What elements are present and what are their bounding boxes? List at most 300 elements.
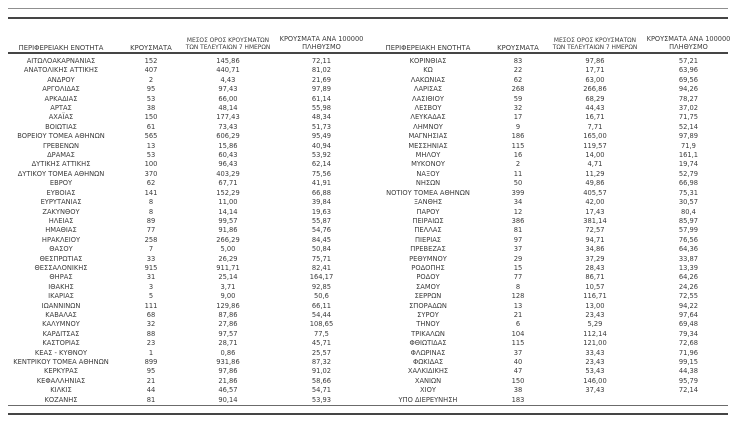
per100k-value: 97,64 — [678, 310, 699, 319]
top-divider-thick — [8, 17, 728, 19]
table-row — [367, 377, 734, 386]
per100k-value: 54,76 — [311, 226, 332, 235]
header-line: ΤΩΝ ΤΕΛΕΥΤΑΙΩΝ 7 ΗΜΕΡΩΝ — [552, 45, 638, 52]
table-body — [367, 57, 734, 405]
per100k-value: 24,26 — [678, 282, 699, 291]
avg7-value: 152,29 — [216, 188, 240, 197]
bottom-divider-thick — [8, 413, 728, 415]
region-name: ΣΥΡΟΥ — [417, 310, 439, 319]
region-name: ΞΑΝΘΗΣ — [413, 198, 443, 207]
table-row — [0, 292, 367, 301]
table-row — [0, 349, 367, 358]
table-row — [367, 208, 734, 217]
cases-value: 53 — [146, 94, 156, 103]
region-name: ΕΒΡΟΥ — [49, 179, 73, 188]
avg7-value: 606,29 — [216, 132, 240, 141]
region-name: ΦΛΩΡΙΝΑΣ — [410, 348, 446, 357]
avg7-value: 5,00 — [220, 245, 236, 254]
avg7-value: 33,43 — [585, 348, 605, 357]
table-row — [367, 396, 734, 405]
avg7-value: 121,00 — [583, 339, 607, 348]
cases-value: 115 — [511, 141, 525, 150]
region-name: ΑΡΓΟΛΙΔΑΣ — [42, 85, 80, 94]
cases-value: 8 — [148, 207, 154, 216]
table-row — [367, 113, 734, 122]
table-row — [0, 57, 367, 66]
table-row — [0, 330, 367, 339]
table-row — [0, 302, 367, 311]
per100k-value: 52,79 — [678, 169, 699, 178]
cases-value: 37 — [513, 348, 523, 357]
per100k-value: 64,36 — [678, 245, 699, 254]
cases-value: 17 — [513, 113, 523, 122]
per100k-value: 76,56 — [678, 235, 699, 244]
region-name: ΜΗΛΟΥ — [415, 151, 441, 160]
col-header-cases: ΚΡΟΥΣΜΑΤΑ — [130, 43, 172, 52]
cases-value: 81 — [146, 395, 156, 404]
region-name: ΡΕΘΥΜΝΟΥ — [409, 254, 447, 263]
per100k-value: 25,57 — [311, 348, 332, 357]
avg7-value: 68,29 — [585, 94, 605, 103]
avg7-value: 119,57 — [583, 141, 607, 150]
per100k-value: 79,34 — [678, 329, 699, 338]
cases-value: 12 — [513, 207, 523, 216]
region-name: ΙΘΑΚΗΣ — [48, 282, 74, 291]
per100k-value: 95,49 — [311, 132, 332, 141]
cases-value: 21 — [513, 310, 523, 319]
table-row — [0, 273, 367, 282]
avg7-value: 96,43 — [218, 160, 238, 169]
region-name: ΤΗΝΟΥ — [416, 320, 440, 329]
per100k-value: 94,26 — [678, 85, 699, 94]
cases-value: 23 — [146, 339, 156, 348]
cases-value: 11 — [513, 169, 523, 178]
table-row — [367, 170, 734, 179]
region-name: ΣΕΡΡΩΝ — [414, 292, 442, 301]
per100k-value: 63,96 — [678, 66, 699, 75]
per100k-value: 95,79 — [678, 376, 699, 385]
cases-value: 89 — [146, 216, 156, 225]
cases-value: 407 — [144, 66, 158, 75]
cases-value: 32 — [513, 104, 523, 113]
cases-value: 77 — [513, 273, 523, 282]
avg7-value: 46,57 — [218, 386, 238, 395]
cases-value: 95 — [146, 85, 156, 94]
per100k-value: 92,85 — [311, 282, 332, 291]
per100k-value: 99,15 — [678, 358, 699, 366]
region-name: ΔΡΑΜΑΣ — [47, 151, 75, 160]
region-name: ΙΚΑΡΙΑΣ — [48, 292, 74, 301]
table-row — [0, 377, 367, 386]
cases-value: 915 — [144, 263, 158, 272]
table-row — [0, 76, 367, 85]
header-divider — [8, 52, 728, 54]
avg7-value: 34,86 — [585, 245, 605, 254]
cases-value: 100 — [144, 160, 158, 169]
table-row — [367, 273, 734, 282]
cases-value: 104 — [511, 329, 525, 338]
table-row — [367, 349, 734, 358]
per100k-value: 39,84 — [311, 198, 332, 207]
cases-value: 115 — [511, 339, 525, 348]
table-row — [0, 396, 367, 405]
table-row — [367, 330, 734, 339]
cases-value: 21 — [146, 376, 156, 385]
table-row — [367, 311, 734, 320]
cases-value: 9 — [515, 122, 521, 131]
table-row — [367, 95, 734, 104]
cases-value: 83 — [513, 57, 523, 65]
cases-value: 32 — [146, 320, 156, 329]
cases-value: 62 — [513, 75, 523, 84]
region-name: ΠΡΕΒΕΖΑΣ — [410, 245, 446, 254]
cases-value: 150 — [144, 113, 158, 122]
cases-value: 59 — [513, 94, 523, 103]
table-row — [367, 255, 734, 264]
table-row — [0, 170, 367, 179]
table-row — [367, 367, 734, 376]
cases-value: 3 — [148, 282, 154, 291]
per100k-value: 54,44 — [311, 310, 332, 319]
table-row — [0, 123, 367, 132]
region-name: ΚΟΖΑΝΗΣ — [44, 395, 78, 404]
region-name: ΛΑΚΩΝΙΑΣ — [410, 75, 446, 84]
avg7-value: 177,43 — [216, 113, 240, 122]
region-name: ΧΑΝΙΩΝ — [414, 376, 442, 385]
avg7-value: 4,71 — [587, 160, 603, 169]
avg7-value: 17,43 — [585, 207, 605, 216]
cases-value: 47 — [513, 367, 523, 376]
table-row — [367, 217, 734, 226]
region-name: ΝΗΣΩΝ — [415, 179, 441, 188]
region-name: ΑΧΑΪΑΣ — [48, 113, 74, 122]
cases-value: 268 — [511, 85, 525, 94]
cases-value: 8 — [515, 282, 521, 291]
region-name: ΠΙΕΡΙΑΣ — [414, 235, 442, 244]
avg7-value: 28,71 — [218, 339, 238, 348]
per100k-value: 44,38 — [678, 367, 699, 376]
region-name: ΚΑΡΔΙΤΣΑΣ — [42, 329, 80, 338]
table-row — [0, 245, 367, 254]
region-name: ΚΑΛΥΜΝΟΥ — [42, 320, 80, 329]
avg7-value: 16,71 — [585, 113, 605, 122]
per100k-value: 57,99 — [678, 226, 699, 235]
table-row — [367, 57, 734, 66]
avg7-value: 37,29 — [585, 254, 605, 263]
cases-value: 399 — [511, 188, 525, 197]
avg7-value: 73,43 — [218, 122, 238, 131]
region-name: ΚΟΡΙΝΘΙΑΣ — [409, 57, 447, 65]
avg7-value: 4,43 — [220, 75, 236, 84]
per100k-value: 71,96 — [678, 348, 699, 357]
header-line: ΜΕΣΟΣ ΟΡΟΣ ΚΡΟΥΣΜΑΤΩΝ — [553, 38, 637, 45]
regional-table-left — [0, 28, 367, 405]
per100k-value: 33,87 — [678, 254, 699, 263]
region-name: ΑΡΤΑΣ — [50, 104, 72, 113]
region-name: ΠΑΡΟΥ — [416, 207, 440, 216]
avg7-value: 97,86 — [218, 367, 238, 376]
per100k-value: 72,11 — [311, 57, 332, 65]
table-row — [0, 217, 367, 226]
cases-value: 7 — [148, 245, 154, 254]
per100k-value: 69,48 — [678, 320, 699, 329]
per100k-value: 37,02 — [678, 104, 699, 113]
per100k-value: 13,39 — [678, 263, 699, 272]
avg7-value: 99,57 — [218, 216, 238, 225]
region-name: ΜΕΣΣΗΝΙΑΣ — [408, 141, 448, 150]
per100k-value: 72,14 — [678, 386, 699, 395]
avg7-value: 23,43 — [585, 358, 605, 366]
cases-value: 258 — [144, 235, 158, 244]
cases-value: 97 — [513, 235, 523, 244]
cases-value: 16 — [513, 151, 523, 160]
avg7-value: 48,14 — [218, 104, 238, 113]
table-row — [367, 85, 734, 94]
header-line: ΠΛΗΘΥΣΜΟ — [302, 43, 341, 52]
per100k-value: 69,56 — [678, 75, 699, 84]
avg7-value: 27,86 — [218, 320, 238, 329]
cases-value: 53 — [146, 151, 156, 160]
avg7-value: 37,43 — [585, 386, 605, 395]
avg7-value: 53,43 — [585, 367, 605, 376]
table-row — [367, 320, 734, 329]
table-row — [367, 104, 734, 113]
cases-value: 899 — [144, 358, 158, 366]
region-name: ΚΕΦΑΛΛΗΝΙΑΣ — [36, 376, 86, 385]
region-name: ΣΠΟΡΑΔΩΝ — [409, 301, 447, 310]
table-row — [367, 302, 734, 311]
region-name: ΝΑΞΟΥ — [416, 169, 440, 178]
cases-value: 183 — [511, 395, 525, 404]
avg7-value: 25,14 — [218, 273, 238, 282]
cases-value: 95 — [146, 367, 156, 376]
table-row — [0, 320, 367, 329]
avg7-value: 66,00 — [218, 94, 238, 103]
region-name: ΔΥΤΙΚΗΣ ΑΤΤΙΚΗΣ — [31, 160, 91, 169]
per100k-value: 71,9 — [681, 141, 696, 150]
table-row — [367, 151, 734, 160]
cases-value: 68 — [146, 310, 156, 319]
per100k-value: 51,73 — [311, 122, 332, 131]
col-header-avg7days — [547, 38, 643, 52]
per100k-value: 77,5 — [314, 329, 329, 338]
per100k-value: 58,66 — [311, 376, 332, 385]
avg7-value: 97,43 — [218, 85, 238, 94]
per100k-value: 66,11 — [311, 301, 332, 310]
region-name: ΣΑΜΟΥ — [416, 282, 440, 291]
region-name: ΜΥΚΟΝΟΥ — [411, 160, 445, 169]
table-row — [0, 66, 367, 75]
table-row — [0, 179, 367, 188]
avg7-value: 145,86 — [216, 57, 240, 65]
table-row — [367, 198, 734, 207]
cases-value: 1 — [148, 348, 154, 357]
per100k-value: 75,31 — [678, 188, 699, 197]
per100k-value: 30,57 — [678, 198, 699, 207]
avg7-value: 9,00 — [220, 292, 236, 301]
col-header-region: ΠΕΡΙΦΕΡΕΙΑΚΗ ΕΝΟΤΗΤΑ — [18, 43, 104, 52]
avg7-value: 5,29 — [587, 320, 603, 329]
table-header-row — [367, 28, 734, 54]
cases-value: 38 — [146, 104, 156, 113]
region-name: ΚΑΣΤΟΡΙΑΣ — [42, 339, 80, 348]
per100k-value: 71,75 — [678, 113, 699, 122]
avg7-value: 23,43 — [585, 310, 605, 319]
per100k-value: 54,71 — [311, 386, 332, 395]
per100k-value: 61,14 — [311, 94, 332, 103]
avg7-value: 21,86 — [218, 376, 238, 385]
per100k-value: 72,55 — [678, 292, 699, 301]
avg7-value: 403,29 — [216, 169, 240, 178]
region-name: ΚΩ — [423, 66, 433, 75]
table-row — [0, 95, 367, 104]
avg7-value: 14,14 — [218, 207, 238, 216]
cases-value: 8 — [148, 198, 154, 207]
per100k-value: 50,6 — [314, 292, 329, 301]
avg7-value: 15,86 — [218, 141, 238, 150]
table-row — [367, 358, 734, 367]
region-name: ΑΝΔΡΟΥ — [47, 75, 75, 84]
region-name: ΛΗΜΝΟΥ — [413, 122, 443, 131]
table-row — [367, 245, 734, 254]
cases-value: 186 — [511, 132, 525, 141]
avg7-value: 90,14 — [218, 395, 238, 404]
col-header-cases: ΚΡΟΥΣΜΑΤΑ — [497, 43, 539, 52]
region-name: ΑΡΚΑΔΙΑΣ — [44, 94, 78, 103]
avg7-value: 11,29 — [585, 169, 605, 178]
cases-value: 29 — [513, 254, 523, 263]
region-name: ΒΟΙΩΤΙΑΣ — [45, 122, 77, 131]
region-name: ΛΕΣΒΟΥ — [414, 104, 442, 113]
per100k-value: 53,93 — [311, 395, 332, 404]
region-name: ΚΑΒΑΛΑΣ — [45, 310, 77, 319]
region-name: ΕΥΡΥΤΑΝΙΑΣ — [40, 198, 82, 207]
avg7-value: 17,71 — [585, 66, 605, 75]
per100k-value: 81,02 — [311, 66, 332, 75]
per100k-value: 48,34 — [311, 113, 332, 122]
cases-value: 13 — [513, 301, 523, 310]
avg7-value: 405,57 — [583, 188, 607, 197]
cases-value: 34 — [513, 198, 523, 207]
table-row — [367, 386, 734, 395]
per100k-value: 21,69 — [311, 75, 332, 84]
header-line: ΤΩΝ ΤΕΛΕΥΤΑΙΩΝ 7 ΗΜΕΡΩΝ — [185, 45, 271, 52]
table-row — [367, 236, 734, 245]
per100k-value: 55,98 — [311, 104, 332, 113]
region-name: ΒΟΡΕΙΟΥ ΤΟΜΕΑ ΑΘΗΝΩΝ — [17, 132, 105, 141]
region-name: ΧΙΟΥ — [420, 386, 436, 395]
header-line: ΜΕΣΟΣ ΟΡΟΣ ΚΡΟΥΣΜΑΤΩΝ — [186, 38, 270, 45]
cases-value: 22 — [513, 66, 523, 75]
table-row — [367, 339, 734, 348]
cases-value: 2 — [148, 75, 154, 84]
cases-value: 33 — [146, 254, 156, 263]
per100k-value: 72,68 — [678, 339, 699, 348]
cases-value: 50 — [513, 179, 523, 188]
avg7-value: 931,86 — [216, 358, 240, 366]
per100k-value: 91,02 — [311, 367, 332, 376]
per100k-value: 82,41 — [311, 263, 332, 272]
avg7-value: 86,71 — [585, 273, 605, 282]
cases-value: 88 — [146, 329, 156, 338]
table-row — [0, 132, 367, 141]
per100k-value: 41,91 — [311, 179, 332, 188]
region-name: ΚΙΛΚΙΣ — [50, 386, 72, 395]
per100k-value: 45,71 — [311, 339, 332, 348]
region-name: ΝΟΤΙΟΥ ΤΟΜΕΑ ΑΘΗΝΩΝ — [386, 188, 470, 197]
region-name: ΕΥΒΟΙΑΣ — [46, 188, 76, 197]
table-row — [0, 113, 367, 122]
table-row — [0, 386, 367, 395]
table-row — [0, 264, 367, 273]
table-row — [367, 226, 734, 235]
per100k-value: 57,21 — [678, 57, 699, 65]
table-row — [367, 179, 734, 188]
cases-value: 40 — [513, 358, 523, 366]
avg7-value: 146,00 — [583, 376, 607, 385]
avg7-value: 116,71 — [583, 292, 607, 301]
col-header-per100k — [276, 36, 367, 52]
per100k-value: 64,26 — [678, 273, 699, 282]
per100k-value: 97,89 — [678, 132, 699, 141]
table-header-row — [0, 28, 367, 54]
table-body — [0, 57, 367, 405]
region-name: ΗΜΑΘΙΑΣ — [45, 226, 77, 235]
table-row — [0, 367, 367, 376]
region-name: ΤΡΙΚΑΛΩΝ — [411, 329, 445, 338]
avg7-value: 26,29 — [218, 254, 238, 263]
table-row — [367, 283, 734, 292]
per100k-value: 164,17 — [309, 273, 334, 282]
table-row — [0, 151, 367, 160]
cases-value: 37 — [513, 245, 523, 254]
per100k-value: 75,71 — [311, 254, 332, 263]
per100k-value: 66,98 — [678, 179, 699, 188]
region-name: ΓΡΕΒΕΝΩΝ — [43, 141, 79, 150]
regional-table-right — [367, 28, 734, 405]
region-name: ΙΩΑΝΝΙΝΩΝ — [41, 301, 81, 310]
cases-value: 386 — [511, 216, 525, 225]
table-row — [0, 236, 367, 245]
avg7-value: 91,86 — [218, 226, 238, 235]
avg7-value: 49,86 — [585, 179, 605, 188]
cases-value: 31 — [146, 273, 156, 282]
region-name: ΦΩΚΙΔΑΣ — [412, 358, 444, 366]
avg7-value: 7,71 — [587, 122, 603, 131]
region-name: ΑΝΑΤΟΛΙΚΗΣ ΑΤΤΙΚΗΣ — [23, 66, 99, 75]
avg7-value: 14,00 — [585, 151, 605, 160]
avg7-value: 3,71 — [220, 282, 236, 291]
region-name: ΠΕΛΛΑΣ — [414, 226, 442, 235]
avg7-value: 13,00 — [585, 301, 605, 310]
table-row — [367, 189, 734, 198]
table-row — [367, 123, 734, 132]
per100k-value: 55,87 — [311, 216, 332, 225]
table-row — [367, 160, 734, 169]
region-name: ΗΡΑΚΛΕΙΟΥ — [41, 235, 81, 244]
avg7-value: 72,57 — [585, 226, 605, 235]
per100k-value: 53,92 — [311, 151, 332, 160]
per100k-value: 50,84 — [311, 245, 332, 254]
cases-value: 6 — [515, 320, 521, 329]
per100k-value: 19,74 — [678, 160, 699, 169]
region-name: ΚΕΑΣ - ΚΥΘΝΟΥ — [34, 348, 88, 357]
table-row — [0, 226, 367, 235]
table-row — [0, 142, 367, 151]
avg7-value: 112,14 — [583, 329, 607, 338]
table-row — [0, 208, 367, 217]
per100k-value: 84,45 — [311, 235, 332, 244]
